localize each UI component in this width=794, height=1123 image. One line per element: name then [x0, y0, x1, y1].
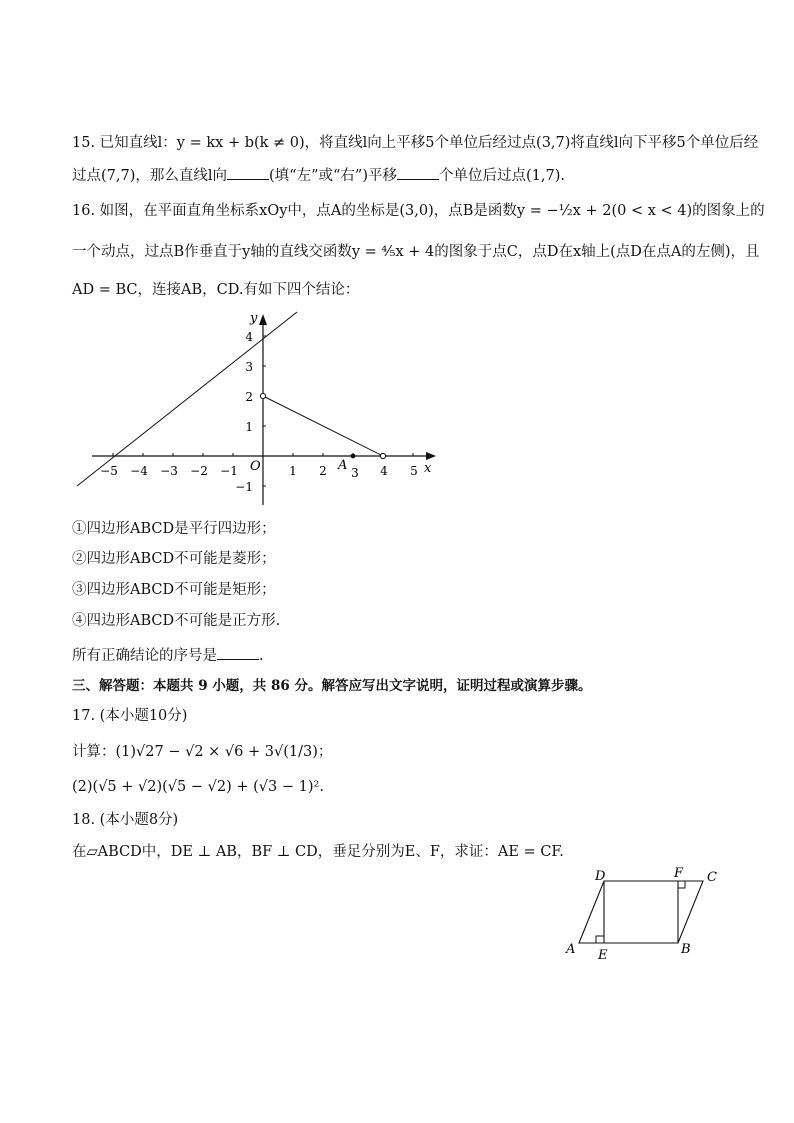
x-axis-arrow — [426, 452, 436, 460]
label-e: E — [598, 948, 608, 963]
q16-conclusion-1: ①四边形ABCD是平行四边形； — [72, 521, 276, 537]
label-c: C — [707, 870, 717, 885]
x-tick-label: −1 — [220, 464, 238, 478]
y-tick-label: 1 — [245, 420, 253, 434]
q17-title: 17. (本小题10分) — [72, 708, 188, 724]
section3-header: 三、解答题：本题共 9 小题，共 86 分。解答应写出文字说明，证明过程或演算步骤。 — [72, 678, 592, 694]
q15-line2-part-b: (填“左”或“右”)平移 — [269, 168, 397, 184]
q15-blank-units[interactable] — [397, 165, 439, 180]
right-angle-mark-e — [596, 936, 604, 943]
q15-line2-part-a: 过点(7,7)，那么直线l向 — [72, 168, 228, 184]
x-tick-label: 3 — [351, 466, 359, 480]
q16-conclusion-2: ②四边形ABCD不可能是菱形； — [72, 551, 276, 567]
q17-part1-expression: √27 − √2 × √6 + 3√(1/3)； — [136, 744, 333, 760]
q15-line1: 15. 已知直线l：y = kx + b(k ≠ 0)，将直线l向上平移5个单位后经过点(3,7)将直线l向下平移5个单位后经 — [72, 135, 759, 151]
x-tick-label: 1 — [289, 464, 297, 478]
right-angle-mark-f — [678, 881, 685, 888]
q17-part1 — [72, 742, 332, 762]
q17-part1-prefix: 计算：(1) — [72, 744, 137, 760]
q16-conclusion-4: ④四边形ABCD不可能是正方形. — [72, 613, 281, 629]
q17-part2: (2)(√5 + √2)(√5 − √2) + (√3 − 1)². — [72, 779, 324, 795]
q16-answer-blank[interactable] — [217, 645, 259, 660]
y-tick-label: 2 — [245, 390, 253, 404]
origin-label: O — [250, 459, 261, 474]
point-a-label: A — [338, 458, 348, 473]
x-tick-label: 2 — [319, 464, 327, 478]
label-b: B — [681, 942, 691, 957]
q18-parallelogram-figure — [560, 865, 730, 965]
q15-line2-part-c: 个单位后过点(1,7). — [438, 168, 565, 184]
open-endpoint-0-2 — [260, 393, 265, 398]
q16-answer-line — [72, 645, 264, 666]
segment-b-function — [263, 396, 383, 456]
y-tick-label: 3 — [245, 360, 253, 374]
parallelogram-abcd — [579, 881, 703, 943]
x-tick-label: −2 — [190, 464, 208, 478]
q16-conclusion-3: ③四边形ABCD不可能是矩形； — [72, 582, 276, 598]
label-d: D — [595, 869, 606, 884]
q15-line2 — [72, 165, 565, 186]
x-axis-label: x — [424, 461, 432, 476]
open-endpoint-4-0 — [380, 453, 385, 458]
q18-title: 18. (本小题8分) — [72, 812, 179, 828]
q16-answer-period: . — [259, 648, 264, 664]
x-tick-label: −3 — [160, 464, 178, 478]
q16-line1: 16. 如图，在平面直角坐标系xOy中，点A的坐标是(3,0)，点B是函数y = −½x + 2(0 < x < 4)的图象上的 — [72, 203, 765, 219]
q15-blank-direction[interactable] — [227, 165, 269, 180]
label-f: F — [674, 866, 684, 881]
q16-answer-prompt: 所有正确结论的序号是 — [72, 648, 217, 664]
x-tick-label: 4 — [380, 464, 388, 478]
x-tick-label: −4 — [130, 464, 148, 478]
y-axis-label: y — [250, 311, 258, 326]
q16-coordinate-graph — [70, 305, 450, 515]
point-a — [351, 454, 356, 459]
x-tick-label: 5 — [410, 464, 418, 478]
q16-line2: 一个动点，过点B作垂直于y轴的直线交函数y = ⁴⁄₅x + 4的图象于点C，点D在x轴上(点D在点A的左侧)，且 — [72, 244, 760, 260]
label-a: A — [566, 942, 576, 957]
y-axis-arrow — [259, 314, 267, 325]
x-tick-label: −5 — [100, 464, 118, 478]
y-tick-label: 4 — [245, 330, 253, 344]
q16-line3: AD = BC，连接AB，CD.有如下四个结论： — [72, 282, 360, 298]
line-c-function — [77, 312, 297, 486]
q18-statement: 在▱ABCD中，DE ⊥ AB，BF ⊥ CD，垂足分别为E、F，求证：AE = CF. — [72, 844, 564, 860]
y-tick-label: −1 — [235, 480, 253, 494]
